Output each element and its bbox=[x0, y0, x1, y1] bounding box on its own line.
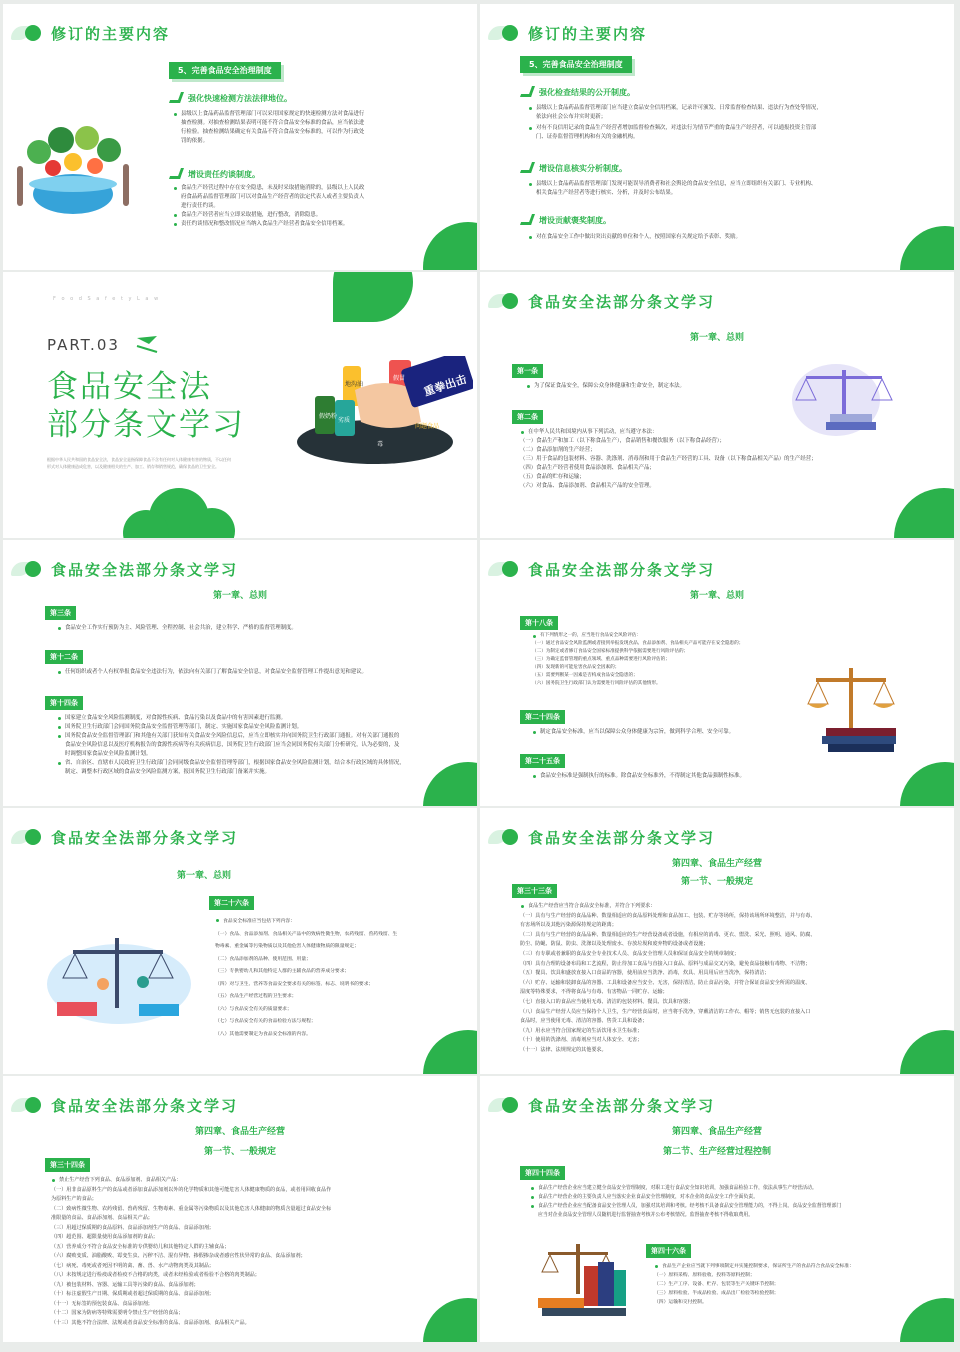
gavel-icon bbox=[169, 168, 184, 179]
section-heading bbox=[522, 214, 611, 226]
text-line: （二）具有与生产经营的食品品种、数量相适应的生产经营设备或者设施，有相应的消毒、更衣、盥洗、采光、照明、通风、防腐、 bbox=[520, 931, 816, 938]
text-line: （三）原料检验、半成品检验、成品出厂检验等检验控制； bbox=[654, 1291, 779, 1296]
text-line: （四）运输和交付控制。 bbox=[654, 1300, 707, 1305]
list-item bbox=[528, 124, 908, 142]
article-tag: 第四十四条 bbox=[520, 1166, 565, 1180]
text-line: 防尘、防蝇、防鼠、防虫、洗涤以及处理废水、存放垃圾和废弃物的设备或者设施； bbox=[520, 941, 709, 948]
chapter-heading: 第四章、食品生产经营 bbox=[671, 859, 762, 869]
slide-title: 食品安全法部分条文学习 bbox=[51, 1096, 239, 1115]
section-heading-text: 强化快速检测方法法律地位。 bbox=[188, 94, 292, 103]
slide-title: 食品安全法部分条文学习 bbox=[51, 828, 239, 847]
text-line: （十）标注虚假生产日期、保质期或者超过保质期的食品、食品添加剂； bbox=[51, 1291, 215, 1297]
text-line: （十三）其他不符合法律、法规或者食品安全标准的食品、食品添加剂、食品相关产品。 bbox=[51, 1319, 250, 1326]
section-tag: 5、完善食品安全治理制度 bbox=[169, 62, 281, 79]
text-line: （五）需要判断某一因素是否构成食品安全隐患的； bbox=[532, 673, 638, 678]
text-line: 府食品药品监督管理部门可以对食品生产经营者的法定代表人或者主要负责人 bbox=[181, 194, 365, 200]
can-label: 地沟油 bbox=[345, 381, 364, 388]
paragraph bbox=[532, 728, 792, 737]
slide-header bbox=[11, 558, 238, 580]
vegetable-bowl-illustration bbox=[9, 104, 137, 224]
chapter-heading: 第一章、总则 bbox=[689, 333, 744, 343]
section-heading bbox=[171, 92, 292, 104]
slide-header bbox=[488, 558, 715, 580]
paragraph bbox=[526, 382, 806, 391]
stamp-label: 问题食品 bbox=[415, 423, 440, 430]
corner-decoration bbox=[900, 226, 954, 270]
chapter-heading: 第四章、食品生产经营 bbox=[194, 1127, 285, 1137]
gavel-icon bbox=[520, 86, 535, 97]
slide-header bbox=[11, 22, 170, 44]
list-item bbox=[528, 180, 908, 198]
article-tag: 第二十四条 bbox=[520, 710, 565, 724]
list-item bbox=[528, 233, 908, 242]
text-line: （七）直接入口的食品应当使用无毒、清洁的包装材料、餐具、饮具和容器； bbox=[520, 998, 694, 1005]
text-line: 食品生产经营企业应当建立健全食品安全管理制度，对职工进行食品安全知识培训，加强食品检验工作，依法从事生产经营活动。 bbox=[538, 1185, 817, 1191]
slide-header bbox=[488, 826, 715, 848]
slide-header bbox=[488, 290, 715, 312]
corner-decoration bbox=[894, 488, 954, 538]
text-line: 食品安全风险信息以及医疗机构报告的食源性疾病等有关疾病信息，国务院卫生行政部门应当会同国务院有关部门分析研究，认为必要的，及 bbox=[65, 742, 400, 748]
list-item bbox=[530, 1193, 920, 1202]
slide-articles-1[interactable] bbox=[480, 272, 954, 538]
text-line: （八）食品生产经营人员应当保持个人卫生，生产经营食品时，应当将手洗净，穿戴清洁的工作衣、帽等；销售无包装的直接入口 bbox=[520, 1008, 811, 1015]
slide-header bbox=[11, 826, 238, 848]
article-tag: 第一条 bbox=[512, 364, 543, 378]
section-heading-text: 强化检查结果的公开制度。 bbox=[539, 88, 635, 97]
paragraph bbox=[528, 104, 908, 142]
justice-scale-illustration bbox=[43, 928, 193, 1028]
text-line: （一）食品生产和加工（以下称食品生产），食品销售和餐饮服务（以下称食品经营）； bbox=[520, 438, 725, 444]
list-item bbox=[173, 220, 433, 229]
text-line: （一）通过食品安全风险监测或者接到举报发现食品、食品添加剂、食品相关产品可能存在安全隐患的； bbox=[532, 641, 744, 646]
slide-articles-4[interactable] bbox=[3, 808, 477, 1074]
text-line: （六）对食品、食品添加剂、食品相关产品的安全管理。 bbox=[520, 483, 655, 489]
list-item: 食品安全标准应当包括下列内容： bbox=[215, 916, 455, 929]
text-line: （八）未按规定进行检疫或者检疫不合格的肉类，或者未经检验或者检验不合格的肉类制品； bbox=[51, 1272, 260, 1278]
text-line: 为了保证食品安全，保障公众身体健康和生命安全，制定本法。 bbox=[534, 383, 685, 389]
text-line: 根据中华人民共和国的食品安全法，食品安全是指保障食品不含有任何对人体健康有害的物质，不以任何 bbox=[47, 457, 231, 462]
text-line: （四）超范围、超限量使用食品添加剂的食品； bbox=[51, 1234, 158, 1240]
slide-articles-6[interactable] bbox=[3, 1076, 477, 1342]
text-line: 食品生产经营企业的主要负责人应当落实企业食品安全管理制度，对本企业的食品安全工作全面负责。 bbox=[538, 1194, 759, 1200]
text-line: （五）食品的贮存和运输； bbox=[520, 474, 585, 480]
list-item: 制定食品安全标准，应当以保障公众身体健康为宗旨，做到科学合理、安全可靠。 bbox=[532, 728, 792, 737]
text-line: 相关食品生产经营者等进行核实、分析，并及时公布结果。 bbox=[536, 190, 677, 196]
text-line: 为原料生产的食品； bbox=[51, 1196, 97, 1202]
text-line: （三）用于食品的包装材料、容器、洗涤剂、消毒剂和用于食品生产经营的工具、设备（以下称食品相关产品）的生产经营； bbox=[520, 456, 817, 462]
text-line: （三）用超过保质期的食品原料、食品添加剂生产的食品、食品添加剂； bbox=[51, 1224, 215, 1231]
text-line: 有害场所以及其他污染源保持规定的距离； bbox=[520, 922, 617, 929]
list-item: 食品安全标准是强制执行的标准。除食品安全标准外，不得制定其他食品强制性标准。 bbox=[532, 772, 792, 781]
text-line: （十一）无标签的预包装食品、食品添加剂； bbox=[51, 1300, 153, 1307]
text-line: （五）营养成分不符合食品安全标准的专供婴幼儿和其他特定人群的主辅食品； bbox=[51, 1243, 230, 1250]
slide-revision-1[interactable] bbox=[3, 4, 477, 270]
text-line: 形式对人体健康造成危害，以及健康相关的生产、加工、销存和销售规范，确保食品的卫生安全。 bbox=[47, 464, 219, 469]
text-line: 县级以上食品药品监督管理部门应当建立食品安全信用档案，记录许可颁发、日常监督检查结果、违法行为查处等情况， bbox=[536, 105, 822, 111]
slide-title: 食品安全法部分条文学习 bbox=[528, 1096, 716, 1115]
text-line: （四）对与卫生、营养等食品安全要求有关的标签、标志、说明书的要求； bbox=[215, 981, 374, 987]
list-item: 食品安全工作实行预防为主、风险管理、全程控制、社会共治，建立科学、严格的监督管理制度。 bbox=[57, 624, 437, 633]
text-line: （十一）法律、法规规定的其他要求。 bbox=[520, 1046, 607, 1053]
list-item bbox=[57, 714, 447, 723]
section-heading-text: 增设贡献褒奖制度。 bbox=[539, 216, 611, 225]
text-line: （一）用非食品原料生产的食品或者添加食品添加剂以外的化学物质和其他可能危害人体健康物质的食品，或者用回收食品作 bbox=[51, 1186, 332, 1193]
slide-title: 食品安全法部分条文学习 bbox=[528, 292, 716, 311]
part-description bbox=[47, 456, 279, 470]
slide-revision-2[interactable] bbox=[480, 4, 954, 270]
text-line: （五）餐具、饮具和盛放直接入口食品的容器，使用前应当洗净、消毒，炊具、用具用后应当洗净，保持清洁； bbox=[520, 970, 770, 977]
text-line: （一）食品、食品添加剂、食品相关产品中的致病性微生物，农药残留、兽药残留、生 bbox=[215, 931, 398, 937]
text-line: 门、证券监督管理机构和有关的金融机构。 bbox=[536, 134, 639, 140]
dot-icon bbox=[502, 293, 518, 309]
text-line: （三）为确定监督管理的重点领域、重点品种需要进行风险评估的； bbox=[532, 657, 670, 662]
chapter-heading: 第一章、总则 bbox=[176, 871, 231, 881]
food-crackdown-illustration bbox=[295, 356, 473, 468]
leaf-icon bbox=[135, 334, 161, 354]
text-line: （四）发现新的可能危害食品安全因素的； bbox=[532, 665, 620, 670]
paragraph bbox=[532, 632, 802, 688]
text-line: （一）原料采购、原料验收、投料等原料控制； bbox=[654, 1273, 755, 1278]
background-wordmark: F o o d S a f e t y L a w bbox=[53, 296, 161, 302]
list-item: 有下列情形之一的，应当进行食品安全风险评估： bbox=[532, 632, 802, 640]
article-tag: 第十二条 bbox=[45, 650, 83, 664]
text-line: 省、自治区、直辖市人民政府卫生行政部门会同同级食品安全监督管理等部门，根据国家食品安全风险监测计划，结合本行政区域的具体情况， bbox=[65, 760, 405, 766]
dot-icon bbox=[25, 25, 41, 41]
text-line: 应当对企业食品安全管理人员随机进行监督抽查考核并公布考核情况。监督抽查考核不得收取费用。 bbox=[538, 1212, 754, 1218]
list-item: 食品生产企业应当就下列事项制定并实施控制要求，保证所生产的食品符合食品安全标准： bbox=[654, 1262, 914, 1271]
corner-decoration bbox=[900, 762, 954, 806]
section-heading-text: 增设信息核实分析制度。 bbox=[539, 164, 627, 173]
paragraph bbox=[215, 916, 455, 1041]
text-line: 对有不良信用记录的食品生产经营者增加监督检查频次，对违法行为情节严重的食品生产经营者，可以通报投资主管部 bbox=[536, 125, 817, 131]
text-line: 进行责任约谈。 bbox=[181, 203, 219, 209]
list-item bbox=[530, 1184, 920, 1193]
section-heading: 第一节、一般规定 bbox=[203, 1147, 276, 1157]
text-line: 食品时，应当使用无毒、清洁的容器、售货工具和设备； bbox=[520, 1018, 648, 1025]
paragraph bbox=[173, 184, 433, 229]
can-label: 劣质 bbox=[338, 417, 351, 424]
article-tag: 第三十三条 bbox=[512, 884, 557, 898]
text-line: （二）食品添加剂的品种、使用范围、用量； bbox=[215, 956, 311, 962]
can-label: 假奶粉 bbox=[319, 413, 338, 420]
article-tag: 第十八条 bbox=[520, 616, 558, 630]
text-line: （六）贮存、运输和装卸食品的容器、工具和设备应当安全、无害，保持清洁，防止食品污染，并符合保证食品安全所需的温度、 bbox=[520, 979, 811, 986]
dot-icon bbox=[25, 829, 41, 845]
text-line: （二）为制定或者修订食品安全国家标准提供科学依据需要进行风险评估的； bbox=[532, 649, 689, 654]
section-heading: 第一节、一般规定 bbox=[680, 877, 753, 887]
text-line: （四）具有合理的设备布局和工艺流程，防止待加工食品与直接入口食品、原料与成品交叉污染，避免食品接触有毒物、不洁物； bbox=[520, 960, 811, 967]
article-tag: 第三十四条 bbox=[45, 1158, 90, 1172]
text-line: 准限量的食品、食品添加剂、食品相关产品； bbox=[51, 1215, 153, 1221]
chapter-heading: 第一章、总则 bbox=[689, 591, 744, 601]
text-line: 责任约谈情况和整改情况应当纳入食品生产经营者食品安全信用档案。 bbox=[181, 221, 349, 227]
text-line: 罚的依据。 bbox=[181, 138, 208, 144]
text-line: （十）使用的洗涤剂、消毒剂应当对人体安全、无害； bbox=[520, 1037, 643, 1044]
article-tag: 第二十六条 bbox=[209, 896, 254, 910]
section-heading bbox=[522, 162, 627, 174]
justice-scale-illustration bbox=[806, 662, 898, 754]
dot-icon bbox=[502, 25, 518, 41]
list-item bbox=[57, 732, 447, 759]
slide-header bbox=[488, 1094, 715, 1116]
list-item: 禁止生产经营下列食品、食品添加剂、食品相关产品： bbox=[51, 1176, 441, 1186]
text-line: 对在食品安全工作中做出突出贡献的单位和个人，按照国家有关规定给予表彰、奖励。 bbox=[536, 234, 741, 240]
text-line: （三）专供婴幼儿和其他特定人群的主辅食品的营养成分要求； bbox=[215, 969, 350, 974]
article-tag: 第二条 bbox=[512, 410, 543, 424]
slide-articles-2[interactable] bbox=[3, 540, 477, 806]
text-line: （九）用水应当符合国家规定的生活饮用水卫生标准； bbox=[520, 1027, 643, 1034]
list-item: 食品生产经营应当符合食品安全标准，并符合下列要求： bbox=[520, 902, 922, 912]
text-line: （二）食品添加剂的生产经营； bbox=[520, 447, 596, 453]
paragraph bbox=[520, 428, 920, 491]
text-line: 食品生产经营企业应当配备食品安全管理人员，加强对其培训和考核。经考核不具备食品安全管理能力的，不得上岗。食品安全监督管理部门 bbox=[538, 1203, 842, 1209]
text-line: （七）病死、毒死或者死因不明的禽、畜、兽、水产动物肉类及其制品； bbox=[51, 1262, 215, 1269]
corner-decoration bbox=[423, 222, 477, 270]
paragraph bbox=[51, 1176, 441, 1328]
dot-icon bbox=[502, 829, 518, 845]
paragraph bbox=[528, 233, 908, 242]
text-line: 国家建立食品安全风险监测制度，对食源性疾病、食品污染以及食品中的有害因素进行监测。 bbox=[65, 715, 287, 721]
article-tag: 第二十五条 bbox=[520, 754, 565, 768]
list-item bbox=[173, 211, 433, 220]
text-line: 国务院食品安全监督管理部门和其他有关部门获知有关食品安全风险信息后，应当立即核实并向国务院卫生行政部门通报。对有关部门通报的 bbox=[65, 733, 400, 739]
text-line: （四）食品生产经营者使用食品添加剂、食品相关产品； bbox=[520, 465, 655, 471]
dot-icon bbox=[502, 1097, 518, 1113]
dot-icon bbox=[25, 1097, 41, 1113]
text-line: （一）具有与生产经营的食品品种、数量相适应的食品原料处理和食品加工、包装、贮存等场所，保持该场所环境整洁，并与有毒、 bbox=[520, 912, 816, 919]
text-line: 食品生产经营者应当立即采取措施，进行整改，消除隐患。 bbox=[181, 212, 322, 218]
dot-icon bbox=[25, 561, 41, 577]
list-item bbox=[173, 110, 423, 146]
chapter-heading: 第四章、食品生产经营 bbox=[671, 1127, 762, 1137]
slide-title: 修订的主要内容 bbox=[51, 24, 171, 43]
chapter-heading: 第一章、总则 bbox=[212, 591, 267, 601]
text-line: 抽查检测。对抽查检测结果表明可能不符合食品安全标准的食品，应当依法进 bbox=[181, 120, 365, 126]
section-heading-text: 增设责任约谈制度。 bbox=[188, 170, 260, 179]
list-item: 在中华人民共和国境内从事下列活动，应当遵守本法： bbox=[520, 428, 920, 437]
gavel-icon bbox=[520, 214, 535, 225]
part-title-line2: 部分条文学习 bbox=[47, 407, 245, 443]
gavel-icon bbox=[520, 162, 535, 173]
justice-scale-illustration bbox=[786, 356, 906, 436]
can-label: 假冒 bbox=[393, 375, 406, 382]
slide-articles-5[interactable] bbox=[480, 808, 954, 1074]
text-line: （九）被包装材料、容器、运输工具等污染的食品、食品添加剂； bbox=[51, 1281, 199, 1288]
text-line: 县级以上食品药品监督管理部门可以采用国家规定的快速检测方法对食品进行 bbox=[181, 111, 365, 117]
text-line: 依法向社会公布并实时更新； bbox=[536, 114, 607, 120]
text-line: 行检验。抽查检测结果确定有关食品不符合食品安全标准的，可以作为行政处 bbox=[181, 129, 365, 135]
paragraph bbox=[57, 624, 437, 633]
slide-title: 食品安全法部分条文学习 bbox=[51, 560, 239, 579]
text-line: （六）腐败变质、油脂酸败、霉变生虫、污秽不洁、混有异物、掺假掺杂或者感官性状异常的食品、食品添加剂； bbox=[51, 1253, 306, 1259]
list-item bbox=[57, 759, 447, 777]
slide-articles-3[interactable] bbox=[480, 540, 954, 806]
article-tag: 第三条 bbox=[45, 606, 76, 620]
slide-header bbox=[488, 22, 647, 44]
text-line: 时调整国家食品安全风险监测计划。 bbox=[65, 751, 152, 757]
text-line: 湿度等特殊要求，不得将食品与有毒、有害物品一同贮存、运输； bbox=[520, 989, 668, 996]
can-label: 毒 bbox=[377, 441, 384, 448]
list-item bbox=[530, 1202, 920, 1220]
text-line: 制定、调整本行政区域的食品安全风险监测方案，报国务院卫生行政部门备案并实施。 bbox=[65, 769, 270, 775]
paragraph bbox=[520, 902, 922, 1056]
section-heading bbox=[522, 86, 635, 98]
paragraph bbox=[532, 772, 792, 781]
slide-articles-7[interactable] bbox=[480, 1076, 954, 1342]
law-books-illustration bbox=[532, 1236, 628, 1320]
article-tag: 第四十六条 bbox=[646, 1244, 691, 1258]
section-heading bbox=[171, 168, 260, 180]
list-item bbox=[57, 723, 447, 732]
paragraph bbox=[530, 1184, 920, 1220]
leaf-decoration bbox=[333, 272, 413, 322]
text-line: 县级以上食品药品监督管理部门发现可能误导消费者和社会舆论的食品安全信息，应当立即组织有关部门、专业机构、 bbox=[536, 181, 817, 187]
list-item bbox=[526, 382, 806, 391]
part-title-line1: 食品安全法 bbox=[47, 369, 212, 405]
text-line: （二）生产工序、设备、贮存、包装等生产关键环节控制； bbox=[654, 1282, 779, 1287]
text-line: 国务院卫生行政部门会同国务院食品安全监督管理等部门，制定、实施国家食品安全风险监测计划。 bbox=[65, 724, 303, 730]
slide-title: 食品安全法部分条文学习 bbox=[528, 560, 716, 579]
list-item bbox=[528, 104, 908, 122]
text-line: 物毒素、重金属等污染物质以及其他危害人体健康物质的限量规定； bbox=[215, 944, 359, 949]
text-line: （十二）国家为防病等特殊需要明令禁止生产经营的食品； bbox=[51, 1310, 184, 1316]
text-line: （八）其他需要制定为食品安全标准的内容。 bbox=[215, 1031, 311, 1037]
section-tag: 5、完善食品安全治理制度 bbox=[520, 56, 632, 73]
text-line: （三）有专职或者兼职的食品安全专业技术人员、食品安全管理人员和保证食品安全的规章制度； bbox=[520, 950, 740, 957]
slide-header bbox=[11, 1094, 238, 1116]
list-item bbox=[173, 184, 433, 211]
article-tag: 第十四条 bbox=[45, 696, 83, 710]
dot-icon bbox=[502, 561, 518, 577]
crackdown-badge: 重拳出击 bbox=[422, 372, 469, 399]
slide-title: 修订的主要内容 bbox=[528, 24, 648, 43]
paragraph bbox=[528, 180, 908, 198]
paragraph bbox=[654, 1262, 914, 1307]
text-line: 食品生产经营过程中存在安全隐患，未及时采取措施消除的，县级以上人民政 bbox=[181, 185, 365, 191]
text-line: （七）与食品安全有关的食品检验方法与规程； bbox=[215, 1019, 316, 1024]
paragraph bbox=[57, 668, 437, 677]
part-number: PART.03 bbox=[47, 336, 120, 354]
text-line: （六）与食品安全有关的质量要求； bbox=[215, 1006, 292, 1012]
paragraph bbox=[173, 110, 423, 146]
paragraph bbox=[57, 714, 447, 777]
text-line: （五）食品生产经营过程的卫生要求； bbox=[215, 994, 297, 999]
section-heading: 第二节、生产经营过程控制 bbox=[662, 1147, 771, 1157]
text-line: （六）国务院卫生行政部门认为需要进行风险评估的其他情形。 bbox=[532, 681, 661, 686]
slide-title: 食品安全法部分条文学习 bbox=[528, 828, 716, 847]
text-line: （二）致病性微生物、农药残留、兽药残留、生物毒素、重金属等污染物质以及其他危害人体健康的物质含量超过食品安全标 bbox=[51, 1205, 332, 1212]
list-item: 任何组织或者个人有权举报食品安全违法行为，依法向有关部门了解食品安全信息，对食品安全监督管理工作提出意见和建议。 bbox=[57, 668, 437, 677]
gavel-icon bbox=[169, 92, 184, 103]
slide-part-cover[interactable] bbox=[3, 272, 477, 538]
